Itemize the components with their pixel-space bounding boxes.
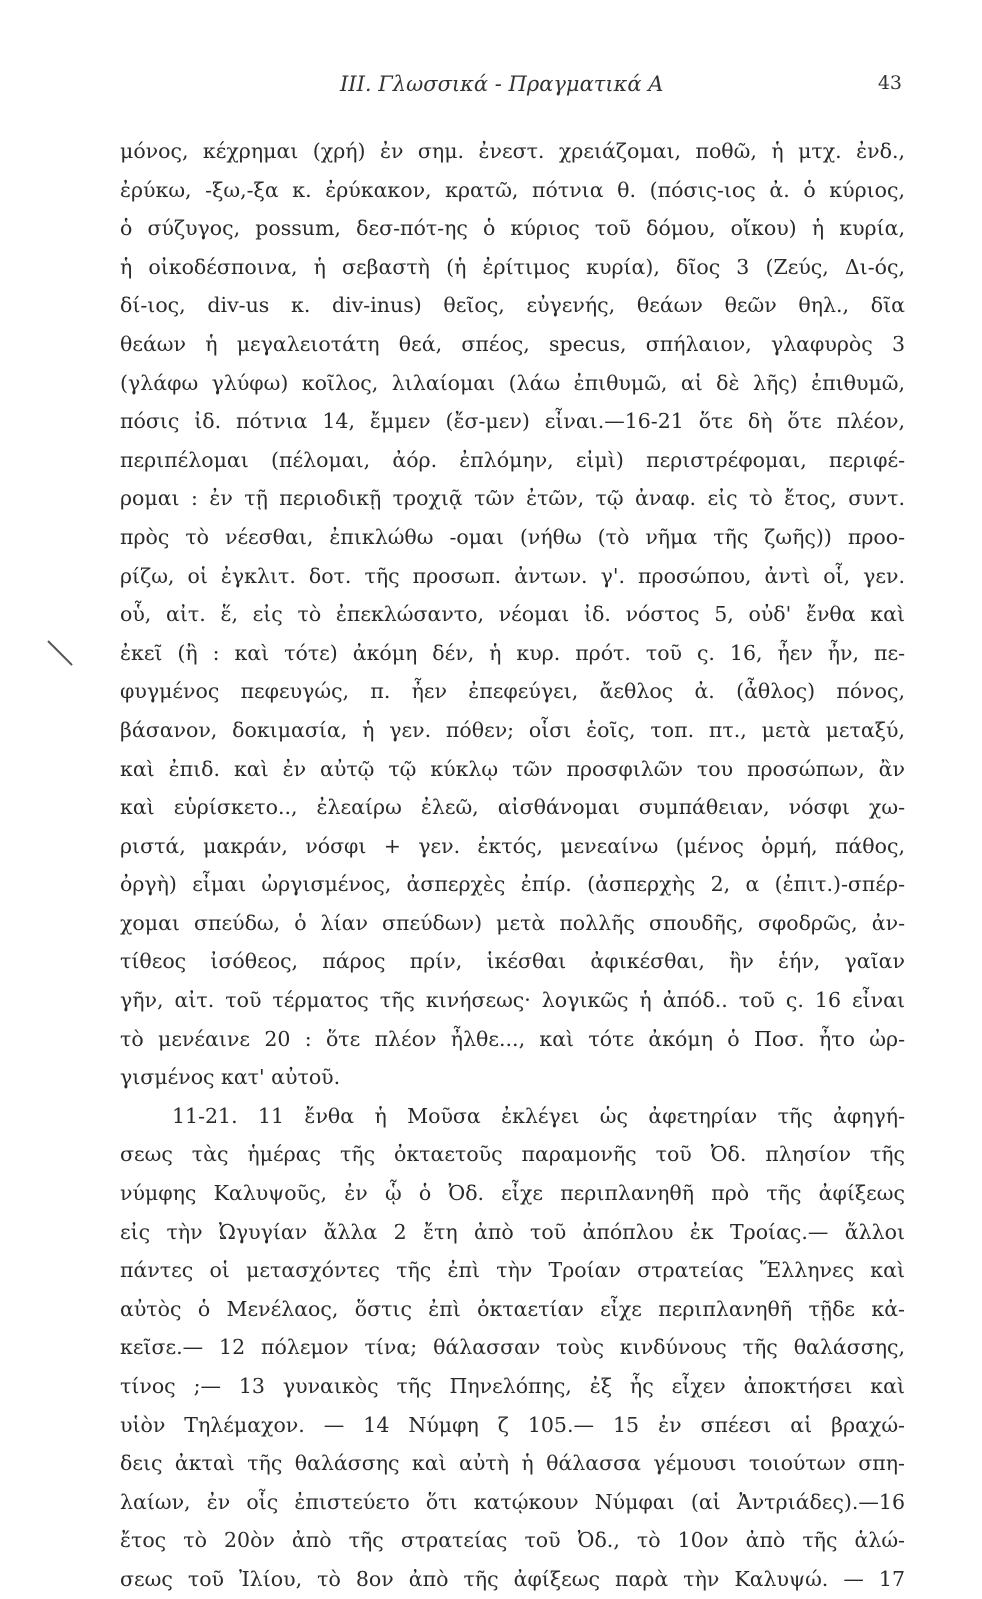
text-line: καὶ ἐπιδ. καὶ ἐν αὐτῷ τῷ κύκλῳ τῶν προσφιλῶν του προσώπων, ἂν <box>120 756 905 781</box>
text-line: τίθεος ἰσόθεος, πάρος πρίν, ἱκέσθαι ἀφικέσθαι, ἣν ἑήν, γαῖαν <box>120 949 905 974</box>
text-line: αὐτὸς ὁ Μενέλαος, ὅστις ἐπὶ ὀκταετίαν εἶχε περιπλανηθῆ τῇδε κἀ- <box>120 1296 905 1321</box>
text-line: τίνος ;— 13 γυναικὸς τῆς Πηνελόπης, ἐξ ἧς εἶχεν ἀποκτήσει καὶ <box>120 1374 905 1398</box>
text-line: ρομαι : ἐν τῇ περιοδικῇ τροχιᾷ τῶν ἐτῶν, τῷ ἀναφ. εἰς τὸ ἔτος, συντ. <box>120 486 905 511</box>
text-line: εἰς τὴν Ὠγυγίαν ἄλλα 2 ἔτη ἀπὸ τοῦ ἀπόπλου ἐκ Τροίας.— ἄλλοι <box>120 1219 905 1244</box>
text-line: υἱὸν Τηλέμαχον. — 14 Νύμφη ζ 105.— 15 ἐν σπέεσι αἱ βραχώ- <box>120 1412 905 1437</box>
text-line: κεῖσε.— 12 πόλεμον τίνα; θάλασσαν τοὺς κινδύνους τῆς θαλάσσης, <box>120 1335 905 1360</box>
commentary-text <box>120 132 905 1599</box>
text-line: ἐκεῖ (ἢ : καὶ τότε) ἀκόμη δέν, ἡ κυρ. πρότ. τοῦ ς. 16, ἦεν ἦν, πε- <box>120 640 905 665</box>
text-line: θεάων ἡ μεγαλειοτάτη θεά, σπέος, specus, σπήλαιον, γλαφυρὸς 3 <box>120 331 905 356</box>
text-line: ὀργὴ) εἶμαι ὠργισμένος, ἀσπερχὲς ἐπίρ. (ἀσπερχὴς 2, α (ἐπιτ.)-σπέρ- <box>120 872 905 897</box>
text-line: περιπέλομαι (πέλομαι, ἀόρ. ἐπλόμην, εἰμὶ) περιστρέφομαι, περιφέ- <box>120 447 905 472</box>
running-head-title: III. Γλωσσικά - Πραγματικά Α <box>340 72 664 96</box>
text-line: δεις ἀκταὶ τῆς θαλάσσης καὶ αὐτὴ ἡ θάλασσα γέμουσι τοιούτων σπη- <box>120 1451 905 1476</box>
text-line: νύμφης Καλυψοῦς, ἐν ᾧ ὁ Ὀδ. εἶχε περιπλανηθῆ πρὸ τῆς ἀφίξεως <box>120 1181 905 1206</box>
text-line: ριστά, μακράν, νόσφι + γεν. ἐκτός, μενεαίνω (μένος ὁρμή, πάθος, <box>120 833 905 858</box>
text-line: ρίζω, οἱ ἐγκλιτ. δοτ. τῆς προσωπ. ἀντων. γ'. προσώπου, ἀντὶ οἷ, γεν. <box>120 563 905 588</box>
text-line: ὁ σύζυγος, possum, δεσ-πότ-ης ὁ κύριος τοῦ δόμου, οἴκου) ἡ κυρία, <box>120 216 905 241</box>
text-line: δί-ιος, div-us κ. div-inus) θεῖος, εὐγενής, θεάων θεῶν θηλ., δῖα <box>120 293 905 318</box>
text-line: χομαι σπεύδω, ὁ λίαν σπεύδων) μετὰ πολλῆς σπουδῆς, σφοδρῶς, ἀν- <box>120 910 905 935</box>
text-line: καὶ εὑρίσκετο.., ἐλεαίρω ἐλεῶ, αἰσθάνομαι συμπάθειαν, νόσφι χω- <box>120 795 905 820</box>
margin-pencil-mark <box>47 640 72 665</box>
text-line: 11-21. 11 ἔνθα ἡ Μοῦσα ἐκλέγει ὡς ἀφετηρίαν τῆς ἀφηγή- <box>172 1103 905 1128</box>
page-header <box>340 72 902 102</box>
text-line: γῆν, αἰτ. τοῦ τέρματος τῆς κινήσεως· λογικῶς ἡ ἀπόδ.. τοῦ ς. 16 εἶναι <box>120 988 905 1013</box>
text-line: ἐρύκω, -ξω,-ξα κ. ἐρύκακον, κρατῶ, πότνια θ. (πόσις-ιος ἀ. ὁ κύριος, <box>120 177 905 202</box>
page-number: 43 <box>877 72 902 94</box>
text-line: πάντες οἱ μετασχόντες τῆς ἐπὶ τὴν Τροίαν στρατείας Ἕλληνες καὶ <box>120 1258 905 1283</box>
text-line: φυγμένος πεφευγώς, π. ἦεν ἐπεφεύγει, ἄεθλος ἀ. (ἆθλος) πόνος, <box>120 679 905 704</box>
text-line: (γλάφω γλύφω) κοῖλος, λιλαίομαι (λάω ἐπιθυμῶ, αἱ δὲ λῆς) ἐπιθυμῶ, <box>120 370 905 395</box>
text-line: πόσις ἰδ. πότνια 14, ἔμμεν (ἔσ-μεν) εἶναι.—16-21 ὅτε δὴ ὅτε πλέον, <box>120 409 905 434</box>
text-line: τὸ μενέαινε 20 : ὅτε πλέον ἦλθε..., καὶ τότε ἀκόμη ὁ Ποσ. ἦτο ὠρ- <box>120 1026 905 1051</box>
text-line: λαίων, ἐν οἷς ἐπιστεύετο ὅτι κατῴκουν Νύμφαι (αἱ Ἀντριάδες).—16 <box>120 1489 905 1514</box>
text-line: βάσανον, δοκιμασία, ἡ γεν. πόθεν; οἷσι ἑοῖς, τοπ. πτ., μετὰ μεταξύ, <box>120 717 905 742</box>
text-line: σεως τὰς ἡμέρας τῆς ὀκταετοῦς παραμονῆς τοῦ Ὀδ. πλησίον τῆς <box>120 1142 905 1167</box>
text-line: μόνος, κέχρημαι (χρή) ἐν σημ. ἐνεστ. χρειάζομαι, ποθῶ, ἡ μτχ. ἐνδ., <box>120 139 905 163</box>
text-line: σεως τοῦ Ἰλίου, τὸ 8ον ἀπὸ τῆς ἀφίξεως παρὰ τὴν Καλυψώ. — 17 <box>120 1566 905 1591</box>
text-line: πρὸς τὸ νέεσθαι, ἐπικλώθω -ομαι (νήθω (τὸ νῆμα τῆς ζωῆς)) προο- <box>120 524 905 549</box>
text-line: ἔτος τὸ 20ὸν ἀπὸ τῆς στρατείας τοῦ Ὀδ., τὸ 10ον ἀπὸ τῆς ἁλώ- <box>120 1528 905 1553</box>
text-line: οὗ, αἰτ. ἕ, εἰς τὸ ἐπεκλώσαντο, νέομαι ἰδ. νόστος 5, οὐδ' ἔνθα καὶ <box>120 602 905 627</box>
text-line: ἡ οἰκοδέσποινα, ἡ σεβαστὴ (ἡ ἐρίτιμος κυρία), δῖος 3 (Ζεύς, Δι-ός, <box>120 254 905 279</box>
text-line: γισμένος κατ' αὐτοῦ. <box>120 1065 341 1090</box>
